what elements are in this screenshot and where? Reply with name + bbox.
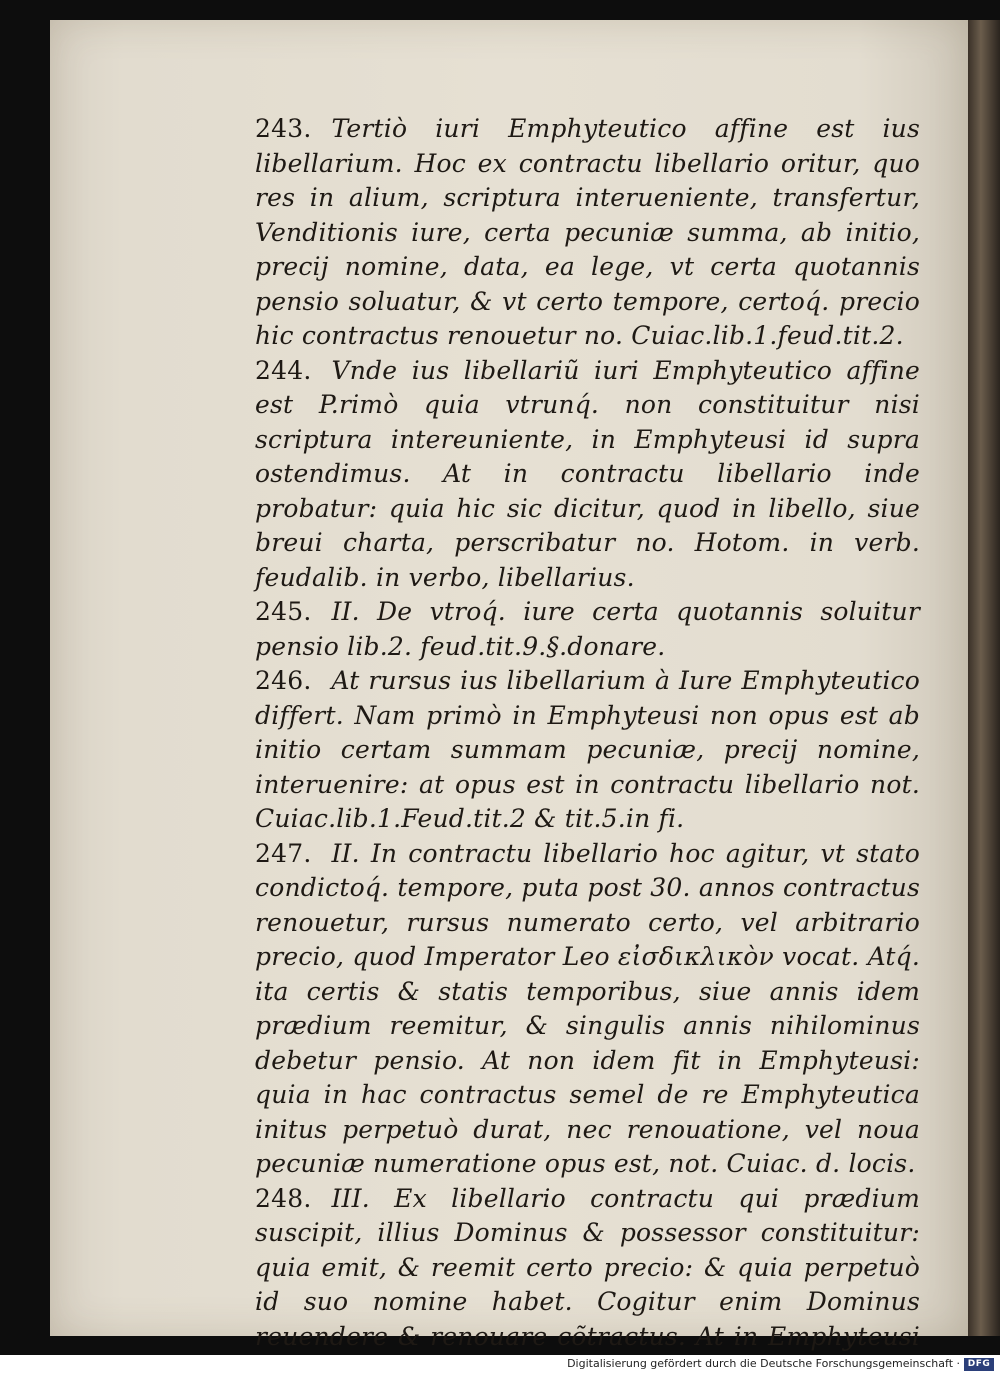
paragraph-245 — [255, 595, 920, 664]
paragraph-number: 247. — [255, 838, 312, 868]
paragraph-248 — [255, 1182, 920, 1356]
paragraph-244 — [255, 354, 920, 596]
footer-credit: Digitalisierung gefördert durch die Deutsche Forschungsgemeinschaft · — [567, 1357, 960, 1370]
paragraph-247 — [255, 837, 920, 1182]
dfg-logo: DFG — [964, 1358, 994, 1371]
paragraph-text: Vnde ius libellariũ iuri Emphyteutico affine est P.rimò quia vtrunq́. non constituitur nisi scriptura intereuniente, in Emphyteusi id supra ostendimus. At in contractu libellario inde probatur: quia hic sic dicitur, quod in libello, siue breui charta, perscribatur no. Hotom. in verb. feudalib. in verbo, libellarius. — [255, 355, 920, 592]
paragraph-number: 245. — [255, 597, 312, 626]
paragraph-text: III. Ex libellario contractu qui prædium suscipit, illius Dominus & possessor constituitur: quia emit, & reemit certo precio: & quia perpetuò id suo nomine habet. Cogitur enim Dominus reuendere & renouare cõtractus. At in Emphyteusi — [255, 1183, 920, 1351]
paragraph-text: Tertiò iuri Emphyteutico affine est ius libellarium. Hoc ex contractu libellario oritur, quo res in alium, scriptura interueniente, transfertur, Venditionis iure, certa pecuniæ summa, ab initio, precij nomine, data, ea lege, vt certa quotannis pensio soluatur, & vt certo tempore, certoq́. precio hic contractus renouetur no. Cuiac.lib.1.feud.tit.2. — [255, 114, 920, 350]
page-edge — [968, 20, 1000, 1336]
paragraph-text: At rursus ius libellarium à Iure Emphyteutico differt. Nam primò in Emphyteusi non opus est ab initio certam summam pecuniæ, precij nomine, interuenire: at opus est in contractu libellario not. Cuiac.lib.1.Feud.tit.2 & tit.5.in fi. — [255, 666, 920, 833]
paragraph-number: 246. — [255, 666, 312, 695]
paragraph-text: II. In contractu libellario hoc agitur, vt stato condictoq́. tempore, puta post 30. annos contractus renouetur, rursus numerato certo, vel arbitrario precio, quod Imperator Leo εἰσδικλικὸν vocat. Atq́. ita certis & statis temporibus, siue annis idem prædium reemitur, & singulis annis nihilominus debetur pensio. At non idem fit in Emphyteusi: quia in hac contractus semel de re Emphyteutica initus perpetuò durat, nec renouatione, vel noua pecuniæ numeratione opus est, not. Cuiac. d. locis. — [255, 838, 920, 1178]
page-text — [255, 112, 920, 1355]
paragraph-text: II. De vtroq́. iure certa quotannis soluitur pensio lib.2. feud.tit.9.§.donare. — [255, 597, 920, 661]
paragraph-243 — [255, 112, 920, 354]
paragraph-number: 244. — [255, 355, 312, 385]
paragraph-number: 248. — [255, 1183, 312, 1213]
footer-bar — [0, 1355, 1000, 1374]
paragraph-246 — [255, 664, 920, 837]
paragraph-number: 243. — [255, 114, 312, 143]
